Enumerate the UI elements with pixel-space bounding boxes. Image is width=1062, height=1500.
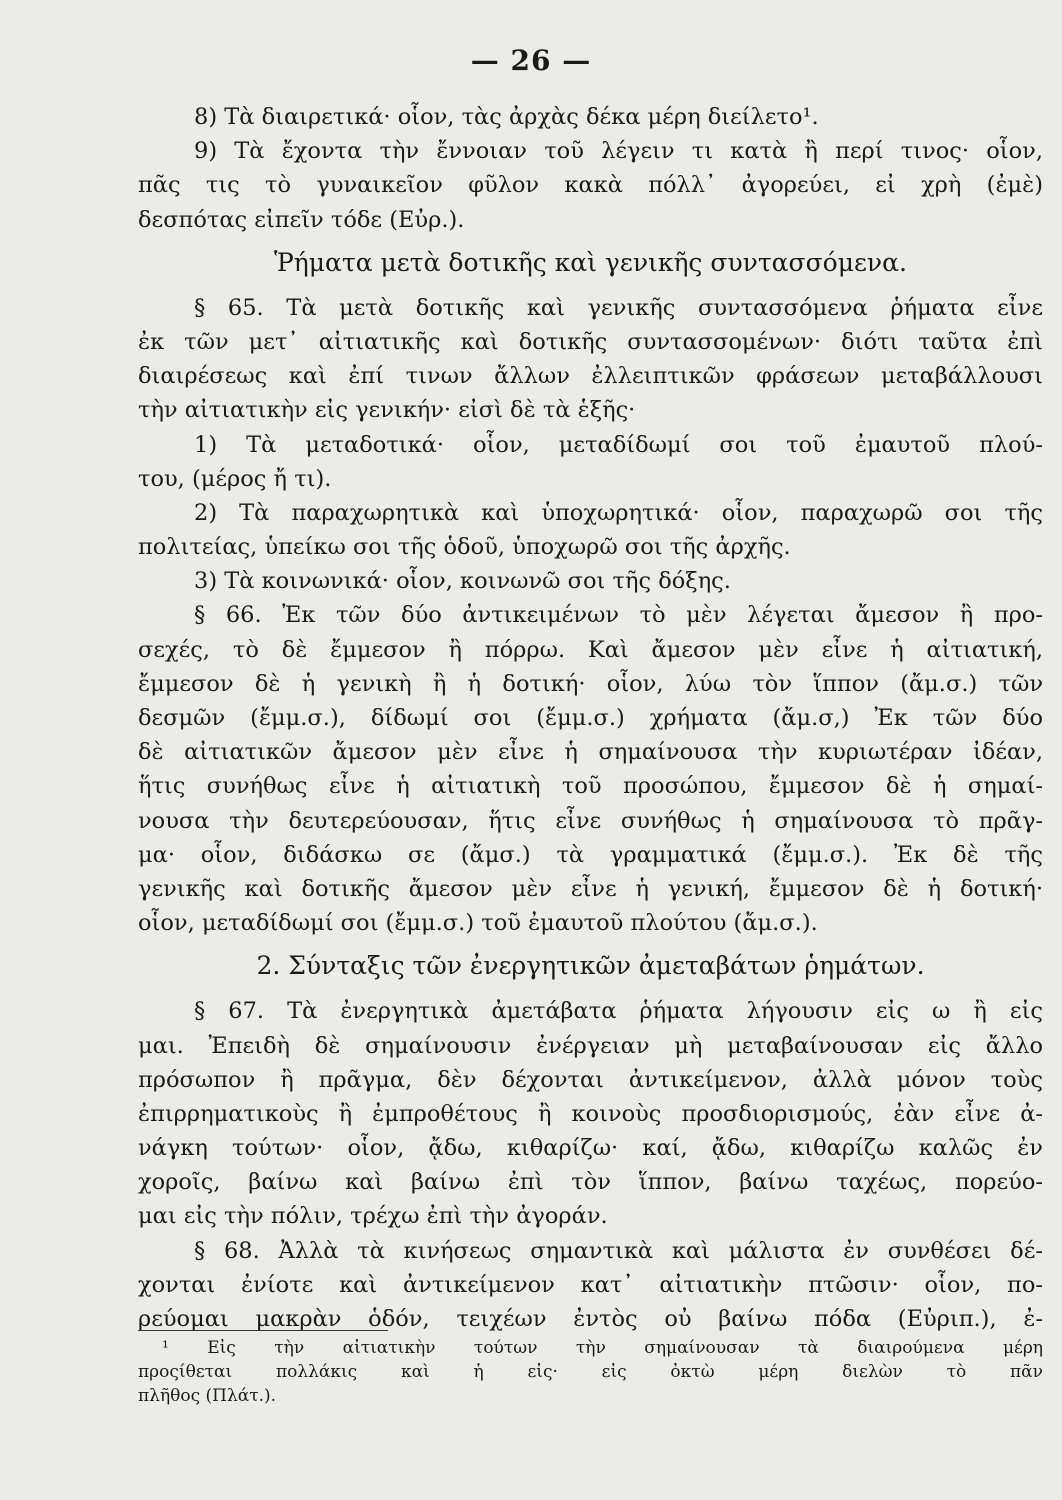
text-line: § 65. Τὰ μετὰ δοτικῆς καὶ γενικῆς συντασσόμενα ῥήματα εἶνε [194, 294, 1043, 321]
text-line: χονται ἐνίοτε καὶ ἀντικείμενον κατ᾿ αἰτιατικὴν πτῶσιν· οἷον, πο- [138, 1271, 1043, 1298]
text-line: διαιρέσεως καὶ ἐπί τινων ἄλλων ἐλλειπτικῶν φράσεων μεταβάλλουσι [138, 363, 1043, 390]
text-line: ἐπιρρηματικοὺς ἢ ἐμπροθέτους ἢ κοινοὺς προσδιορισμούς, ἐὰν εἶνε ἀ- [138, 1100, 1043, 1127]
body-text [138, 100, 1043, 1336]
section-heading: 2. Σύνταξις τῶν ἐνεργητικῶν ἀμεταβάτων ῥημάτων. [256, 951, 925, 981]
section-heading: Ῥήματα μετὰ δοτικῆς καὶ γενικῆς συντασσόμενα. [274, 247, 907, 277]
text-line: ἔμμεσον δὲ ἡ γενικὴ ἢ ἡ δοτική· οἷον, λύω τὸν ἵππον (ἄμ.σ.) τῶν [138, 670, 1043, 697]
text-line: § 66. Ἐκ τῶν δύο ἀντικειμένων τὸ μὲν λέγεται ἄμεσον ἢ προ- [194, 602, 1043, 629]
text-line: ρεύομαι μακρὰν ὁδόν, τειχέων ἐντὸς οὐ βαίνω πόδα (Εὐριπ.), ἐ- [138, 1306, 1043, 1332]
text-line: μαι εἰς τὴν πόλιν, τρέχω ἐπὶ τὴν ἀγοράν. [138, 1203, 608, 1230]
text-line: δεσπότας εἰπεῖν τόδε (Εὐρ.). [138, 206, 465, 233]
text-line: μαι. Ἐπειδὴ δὲ σημαίνουσιν ἐνέργειαν μὴ μεταβαίνουσαν εἰς ἄλλο [138, 1032, 1043, 1059]
footnote-divider [138, 1330, 388, 1331]
footnote-line: ¹ Εἰς τὴν αἰτιατικὴν τούτων τὴν σημαίνουσαν τὰ διαιρούμενα μέρη [162, 1338, 1043, 1358]
text-line: του, (μέρος ἤ τι). [138, 465, 332, 492]
footnote-line: πλῆθος (Πλάτ.). [138, 1386, 277, 1406]
text-line: § 67. Τὰ ἐνεργητικὰ ἀμετάβατα ῥήματα λήγουσιν εἰς ω ἢ εἰς [194, 998, 1043, 1025]
text-line: πολιτείας, ὑπείκω σοι τῆς ὁδοῦ, ὑποχωρῶ σοι τῆς ἀρχῆς. [138, 534, 791, 561]
text-line: ἐκ τῶν μετ᾿ αἰτιατικῆς καὶ δοτικῆς συντασσομένων· διότι ταῦτα ἐπὶ [138, 328, 1043, 355]
text-line: δὲ αἰτιατικῶν ἄμεσον μὲν εἶνε ἡ σημαίνουσα τὴν κυριωτέραν ἰδέαν, [138, 739, 1043, 766]
footnote [138, 1336, 1043, 1408]
text-line: δεσμῶν (ἔμμ.σ.), δίδωμί σοι (ἔμμ.σ.) χρήματα (ἄμ.σ,) Ἐκ τῶν δύο [138, 705, 1043, 731]
text-line: γενικῆς καὶ δοτικῆς ἄμεσον μὲν εἶνε ἡ γενική, ἔμμεσον δὲ ἡ δοτική· [138, 875, 1043, 902]
text-line: νουσα τὴν δευτερεύουσαν, ἥτις εἶνε συνήθως ἡ σημαίνουσα τὸ πρᾶγ- [138, 807, 1043, 834]
footnote-line: προςίθεται πολλάκις καὶ ἡ εἰς· εἰς ὀκτὼ μέρη διελὼν τὸ πᾶν [138, 1362, 1043, 1382]
text-line: χοροῖς, βαίνω καὶ βαίνω ἐπὶ τὸν ἵππον, βαίνω ταχέως, πορεύο- [138, 1169, 1043, 1196]
text-line: ἥτις συνήθως εἶνε ἡ αἰτιατικὴ τοῦ προσώπου, ἔμμεσον δὲ ἡ σημαί- [138, 773, 1043, 800]
text-line: πρόσωπον ἢ πρᾶγμα, δὲν δέχονται ἀντικείμενον, ἀλλὰ μόνον τοὺς [138, 1066, 1043, 1093]
text-line: πᾶς τις τὸ γυναικεῖον φῦλον κακὰ πόλλ᾿ ἀγορεύει, εἰ χρὴ (ἐμὲ) [138, 172, 1043, 199]
text-line: 8) Τὰ διαιρετικά· οἷον, τὰς ἀρχὰς δέκα μέρη διείλετο¹. [194, 104, 819, 130]
text-line: 3) Τὰ κοινωνικά· οἷον, κοινωνῶ σοι τῆς δόξης. [194, 568, 731, 595]
text-line: νάγκη τούτων· οἷον, ᾄδω, κιθαρίζω· καί, ᾄδω, κιθαρίζω καλῶς ἐν [138, 1135, 1043, 1162]
text-line: μα· οἷον, διδάσκω σε (ἄμσ.) τὰ γραμματικά (ἔμμ.σ.). Ἐκ δὲ τῆς [138, 841, 1043, 868]
text-line: τὴν αἰτιατικὴν εἰς γενικήν· εἰσὶ δὲ τὰ ἑξῆς· [138, 397, 636, 424]
text-line: 9) Τὰ ἔχοντα τὴν ἔννοιαν τοῦ λέγειν τι κατὰ ἢ περί τινος· οἷον, [194, 138, 1043, 165]
text-line: οἷον, μεταδίδωμί σοι (ἔμμ.σ.) τοῦ ἐμαυτοῦ πλούτου (ἄμ.σ.). [138, 910, 818, 937]
page-number: — 26 — [470, 44, 592, 77]
text-line: 1) Τὰ μεταδοτικά· οἷον, μεταδίδωμί σοι τοῦ ἐμαυτοῦ πλού- [194, 431, 1043, 458]
text-line: σεχές, τὸ δὲ ἔμμεσον ἢ πόρρω. Καὶ ἄμεσον μὲν εἶνε ἡ αἰτιατική, [138, 636, 1043, 663]
text-line: 2) Τὰ παραχωρητικὰ καὶ ὑποχωρητικά· οἷον, παραχωρῶ σοι τῆς [194, 499, 1043, 526]
text-line: § 68. Ἀλλὰ τὰ κινήσεως σημαντικὰ καὶ μάλιστα ἐν συνθέσει δέ- [194, 1237, 1043, 1264]
